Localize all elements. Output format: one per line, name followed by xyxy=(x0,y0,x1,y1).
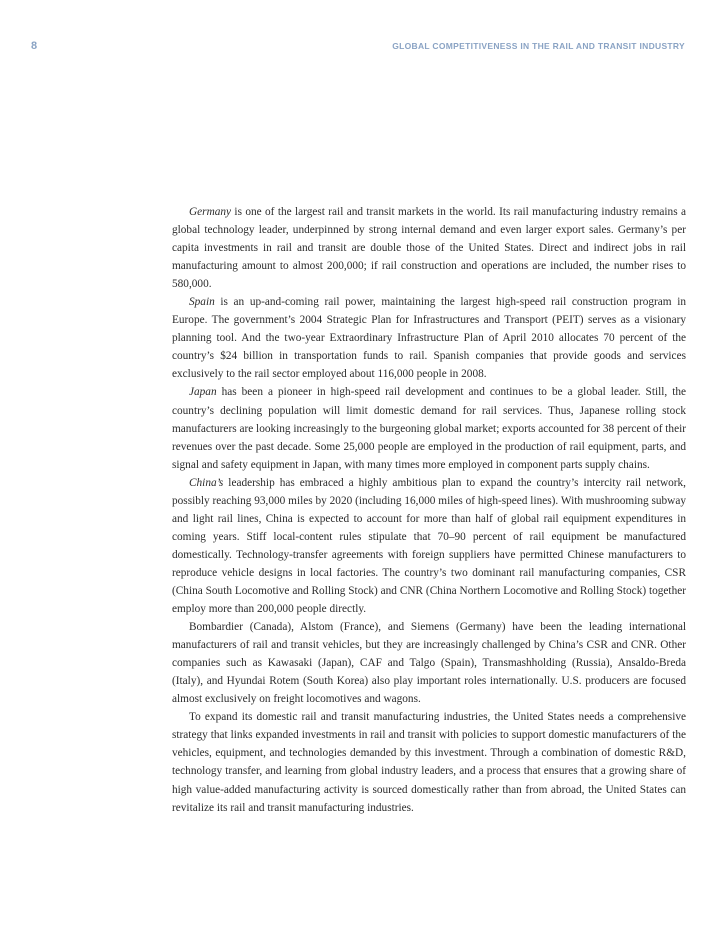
paragraph-text: is one of the largest rail and transit markets in the world. Its rail manufacturing industry remains a global technology leader, underpinned by strong internal demand and even larger export sales. Germany’s per capita investments in rail and transit are double those of the United States. Direct and indirect jobs in rail manufacturing amount to almost 200,000; if rail construction and operations are included, the number rises to 580,000. xyxy=(172,206,686,291)
paragraph-text: is an up-and-coming rail power, maintaining the largest high-speed rail construction program in Europe. The government’s 2004 Strategic Plan for Infrastructures and Transport (PEIT) serves as a visionary planning tool. And the two-year Extraordinary Infrastructure Plan of April 2010 allocates 70 percent of the country’s $24 billion in transportation funds to rail. Spanish companies that provide goods and services exclusively to the rail sector employed about 116,000 people in 2008. xyxy=(172,296,686,381)
paragraph-text: leadership has embraced a highly ambitious plan to expand the country’s intercity rail network, possibly reaching 93,000 miles by 2020 (including 16,000 miles of high-speed lines). With mushrooming subway and light rail lines, China is expected to account for more than half of global rail equipment expenditures in coming years. Stiff local-content rules stipulate that 70–90 percent of rail equipment be manufactured domestically. Technology-transfer agreements with foreign suppliers have permitted Chinese manufacturers to reproduce vehicle designs in local factories. The country’s two dominant rail manufacturing companies, CSR (China South Locomotive and Rolling Stock) and CNR (China Northern Locomotive and Rolling Stock) together employ more than 200,000 people directly. xyxy=(172,476,686,616)
page-number: 8 xyxy=(31,40,38,52)
paragraph-japan xyxy=(172,383,686,473)
paragraph-international-manufacturers xyxy=(172,618,686,708)
paragraph-germany xyxy=(172,203,686,293)
country-lead: Germany xyxy=(189,206,232,218)
paragraph-text: has been a pioneer in high-speed rail development and continues to be a global leader. Still, the country’s declining population will limit domestic demand for rail services. Thus, Japanese rolling stock manufacturers are looking increasingly to the burgeoning global market; exports accounted for 38 percent of their revenues over the past decade. Some 25,000 people are employed in the production of rail equipment, parts, and signal and safety equipment in Japan, with many times more employed in component parts supply chains. xyxy=(172,386,686,471)
country-lead: Japan xyxy=(189,386,217,399)
paragraph-text: Bombardier (Canada), Alstom (France), and Siemens (Germany) have been the leading international manufacturers of rail and transit vehicles, but they are increasingly challenged by China’s CSR and CNR. Other companies such as Kawasaki (Japan), CAF and Talgo (Spain), Transmashholding (Russia), Ansaldo-Breda (Italy), and Hyundai Rotem (South Korea) also play important roles internationally. U.S. producers are focused almost exclusively on freight locomotives and wagons. xyxy=(172,621,686,706)
paragraph-us-strategy xyxy=(172,708,686,816)
country-lead: Spain xyxy=(189,296,215,309)
paragraph-china xyxy=(172,474,686,618)
paragraph-spain xyxy=(172,293,686,383)
paragraph-text: To expand its domestic rail and transit manufacturing industries, the United States needs a comprehensive strategy that links expanded investments in rail and transit with policies to support domestic manufacturers of the vehicles, equipment, and technologies demanded by this investment. Through a combination of domestic R&D, technology transfer, and learning from global industry leaders, and a process that ensures that a growing share of high value-added manufacturing activity is sourced domestically rather than from abroad, the United States can revitalize its rail and transit manufacturing industries. xyxy=(172,711,686,814)
running-header-title: GLOBAL COMPETITIVENESS IN THE RAIL AND TRANSIT INDUSTRY xyxy=(392,41,685,51)
body-text xyxy=(172,203,686,817)
country-lead: China’s xyxy=(189,476,224,489)
